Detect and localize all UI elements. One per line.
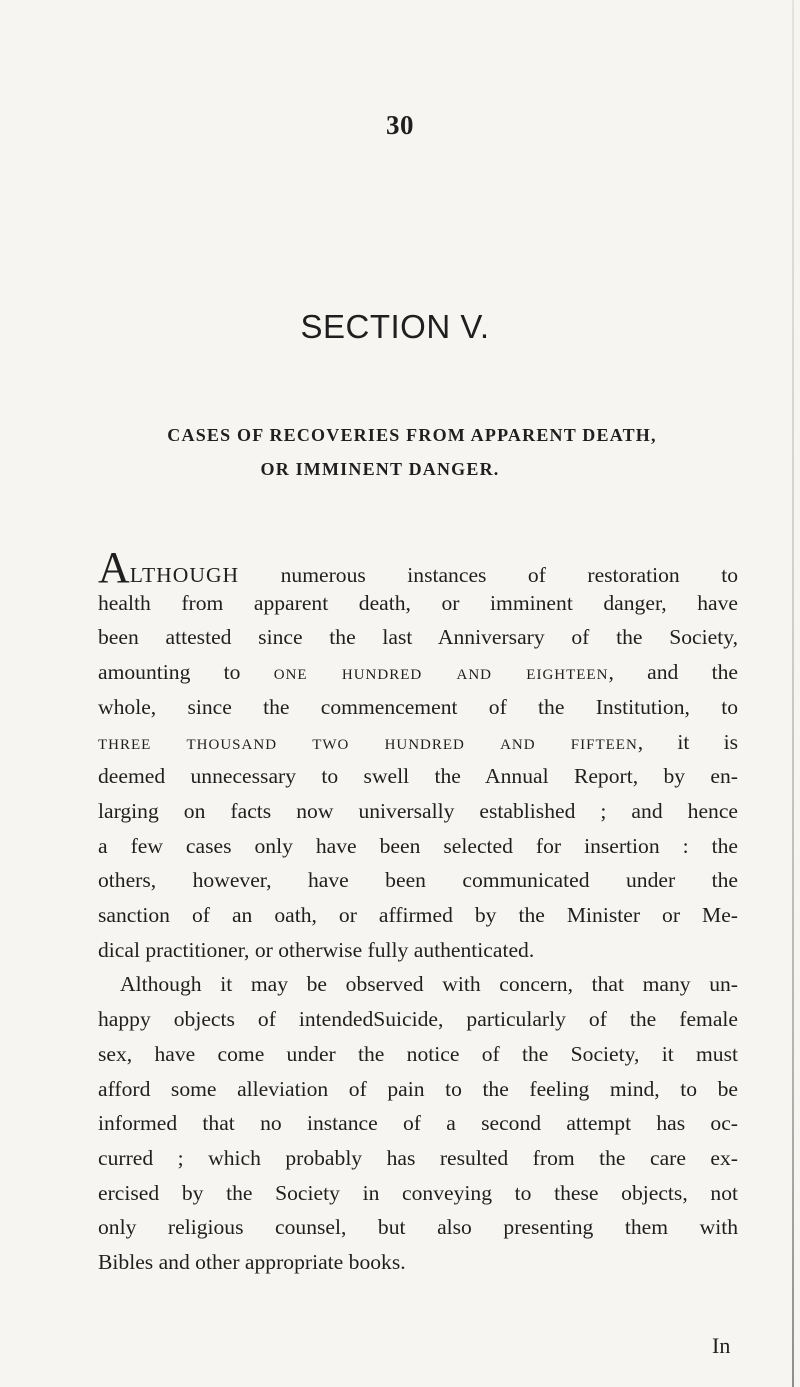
- paragraph-1-line-10: others, however, have been communicated under the: [98, 868, 738, 893]
- paragraph-1-line-2: health from apparent death, or imminent danger, have: [98, 590, 738, 615]
- paragraph-2-line-5: informed that no instance of a second attempt has oc-: [98, 1111, 738, 1136]
- paragraph-2-line-6: curred ; which probably has resulted from the care ex-: [98, 1145, 738, 1170]
- paragraph-1-line-6-post: , it is: [637, 729, 738, 754]
- paragraph-1-line-7: deemed unnecessary to swell the Annual Report, by en-: [98, 764, 738, 789]
- paragraph-1-line-5: whole, since the commencement of the Institution, to: [98, 694, 738, 719]
- paragraph-2-line-1: Although it may be observed with concern, that many un-: [120, 972, 738, 997]
- paragraph-1-line-6: [98, 726, 738, 758]
- catchword: In: [712, 1333, 731, 1358]
- paragraph-2-line-8: only religious counsel, but also presenting them with: [98, 1215, 738, 1240]
- drop-cap: A: [98, 543, 130, 592]
- paragraph-1-line-4-pre: amounting to: [98, 660, 274, 685]
- section-title: SECTION V.: [300, 308, 490, 345]
- paragraph-2-line-4: afford some alleviation of pain to the feeling mind, to be: [98, 1076, 738, 1101]
- count-total-smallcaps: three thousand two hundred and fifteen: [98, 729, 638, 754]
- paragraph-2-line-7: ercised by the Society in conveying to these objects, not: [98, 1180, 738, 1205]
- opening-word-smallcaps: LTHOUGH: [129, 563, 240, 587]
- page-edge-shadow: [792, 0, 794, 1387]
- paragraph-1-line-4-post: , and the: [608, 660, 738, 685]
- page-number: 30: [386, 110, 414, 140]
- count-year-smallcaps: one hundred and eighteen: [273, 660, 609, 685]
- paragraph-2-line-9: Bibles and other appropriate books.: [98, 1250, 406, 1274]
- paragraph-1-line-4: [98, 656, 738, 688]
- paragraph-1-line-11: sanction of an oath, or affirmed by the Minister or Me-: [98, 903, 738, 927]
- paragraph-1-line-1: [98, 543, 738, 592]
- paragraph-1-line-3: been attested since the last Anniversary of the Society,: [98, 625, 738, 650]
- paragraph-1-line-9: a few cases only have been selected for insertion : the: [98, 833, 738, 858]
- section-subtitle-line-1: CASES OF RECOVERIES FROM APPARENT DEATH,: [167, 425, 657, 445]
- paragraph-2-line-2: happy objects of intendedSuicide, particularly of the female: [98, 1007, 738, 1032]
- paragraph-1-line-8: larging on facts now universally established ; and hence: [98, 798, 738, 823]
- paragraph-2-line-3: sex, have come under the notice of the Society, it must: [98, 1041, 738, 1066]
- section-subtitle-line-2: OR IMMINENT DANGER.: [260, 459, 500, 479]
- paragraph-1-line-1-text: numerous instances of restoration to: [239, 563, 738, 587]
- paragraph-1-line-12: dical practitioner, or otherwise fully authenticated.: [98, 937, 535, 962]
